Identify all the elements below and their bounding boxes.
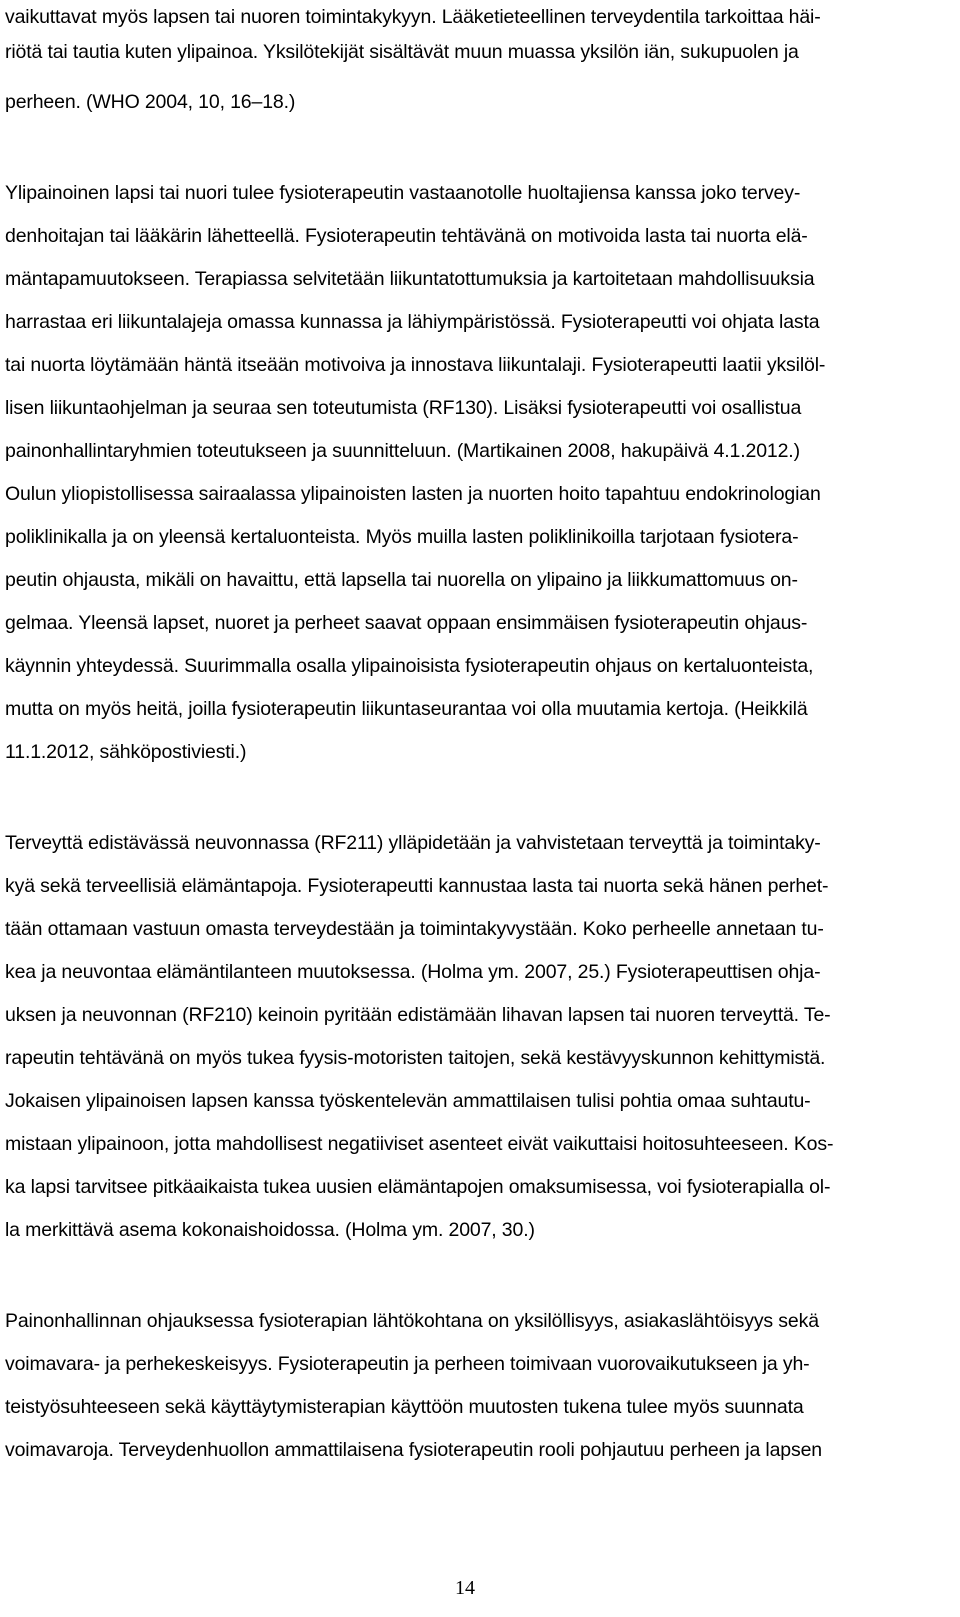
text-line: kea ja neuvontaa elämäntilanteen muutoksessa. (Holma ym. 2007, 25.) Fysioterapeuttisen ohja- [5, 961, 821, 983]
text-line: painonhallintaryhmien toteutukseen ja suunnitteluun. (Martikainen 2008, hakupäivä 4.1.2012.) [5, 440, 800, 462]
text-line: mäntapamuutokseen. Terapiassa selvitetään liikuntatottumuksia ja kartoitetaan mahdollisuuksia [5, 268, 815, 290]
text-line: uksen ja neuvonnan (RF210) keinoin pyritään edistämään lihavan lapsen tai nuoren terveyttä. Te- [5, 1004, 831, 1026]
text-line: Oulun yliopistollisessa sairaalassa ylipainoisten lasten ja nuorten hoito tapahtuu endokrinologian [5, 483, 821, 505]
text-line: gelmaa. Yleensä lapset, nuoret ja perheet saavat oppaan ensimmäisen fysioterapeutin ohjaus- [5, 612, 808, 634]
text-line: Jokaisen ylipainoisen lapsen kanssa työskentelevän ammattilaisen tulisi pohtia omaa suhtautu- [5, 1090, 811, 1112]
text-line: Ylipainoinen lapsi tai nuori tulee fysioterapeutin vastaanotolle huoltajiensa kanssa joko tervey- [5, 182, 801, 204]
text-line: mistaan ylipainoon, jotta mahdollisest negatiiviset asenteet eivät vaikuttaisi hoitosuhteeseen. Kos- [5, 1133, 834, 1155]
text-line: voimavaroja. Terveydenhuollon ammattilaisena fysioterapeutin rooli pohjautuu perheen ja lapsen [5, 1439, 822, 1461]
text-line: tai nuorta löytämään häntä itseään motivoiva ja innostava liikuntalaji. Fysioterapeutti laatii yksilöl- [5, 354, 826, 376]
text-line: denhoitajan tai lääkärin lähetteellä. Fysioterapeutin tehtävänä on motivoida lasta tai nuorta elä- [5, 225, 808, 247]
text-line: voimavara- ja perhekeskeisyys. Fysioterapeutin ja perheen toimivaan vuorovaikutukseen ja yh- [5, 1353, 810, 1375]
text-line: lisen liikuntaohjelman ja seuraa sen toteutumista (RF130). Lisäksi fysioterapeutti voi osallistua [5, 397, 802, 419]
text-line: mutta on myös heitä, joilla fysioterapeutin liikuntaseurantaa voi olla muutamia kertoja. (Heikkilä [5, 698, 808, 720]
text-line: peutin ohjausta, mikäli on havaittu, että lapsella tai nuorella on ylipaino ja liikkumattomuus on- [5, 569, 798, 591]
text-line: teistyösuhteeseen sekä käyttäytymisterapian käyttöön muutosten tukena tulee myös suunnata [5, 1396, 804, 1418]
text-line: rapeutin tehtävänä on myös tukea fyysis-motoristen taitojen, sekä kestävyyskunnon kehittymistä. [5, 1047, 826, 1069]
text-line: riötä tai tautia kuten ylipainoa. Yksilötekijät sisältävät muun muassa yksilön iän, sukupuolen ja [5, 41, 799, 63]
text-line: Painonhallinnan ohjauksessa fysioterapian lähtökohtana on yksilöllisyys, asiakaslähtöisyys sekä [5, 1310, 819, 1332]
text-line: käynnin yhteydessä. Suurimmalla osalla ylipainoisista fysioterapeutin ohjaus on kertaluonteista, [5, 655, 814, 677]
text-line: harrastaa eri liikuntalajeja omassa kunnassa ja lähiympäristössä. Fysioterapeutti voi ohjata lasta [5, 311, 820, 333]
text-line: poliklinikalla ja on yleensä kertaluonteista. Myös muilla lasten poliklinikoilla tarjotaan fysiotera- [5, 526, 799, 548]
text-line: perheen. (WHO 2004, 10, 16–18.) [5, 91, 296, 113]
text-line: ka lapsi tarvitsee pitkäaikaista tukea uusien elämäntapojen omaksumisessa, voi fysioterapialla ol- [5, 1176, 831, 1198]
text-line: vaikuttavat myös lapsen tai nuoren toimintakykyyn. Lääketieteellinen terveydentila tarkoittaa häi- [5, 6, 821, 28]
text-line: tään ottamaan vastuun omasta terveydestään ja toimintakyvystään. Koko perheelle annetaan tu- [5, 918, 824, 940]
page-number: 14 [455, 1577, 475, 1599]
text-line: kyä sekä terveellisiä elämäntapoja. Fysioterapeutti kannustaa lasta tai nuorta sekä hänen perhet- [5, 875, 829, 897]
text-line: 11.1.2012, sähköpostiviesti.) [5, 741, 247, 763]
text-line: la merkittävä asema kokonaishoidossa. (Holma ym. 2007, 30.) [5, 1219, 535, 1241]
text-line: Terveyttä edistävässä neuvonnassa (RF211) ylläpidetään ja vahvistetaan terveyttä ja toimintaky- [5, 832, 821, 854]
